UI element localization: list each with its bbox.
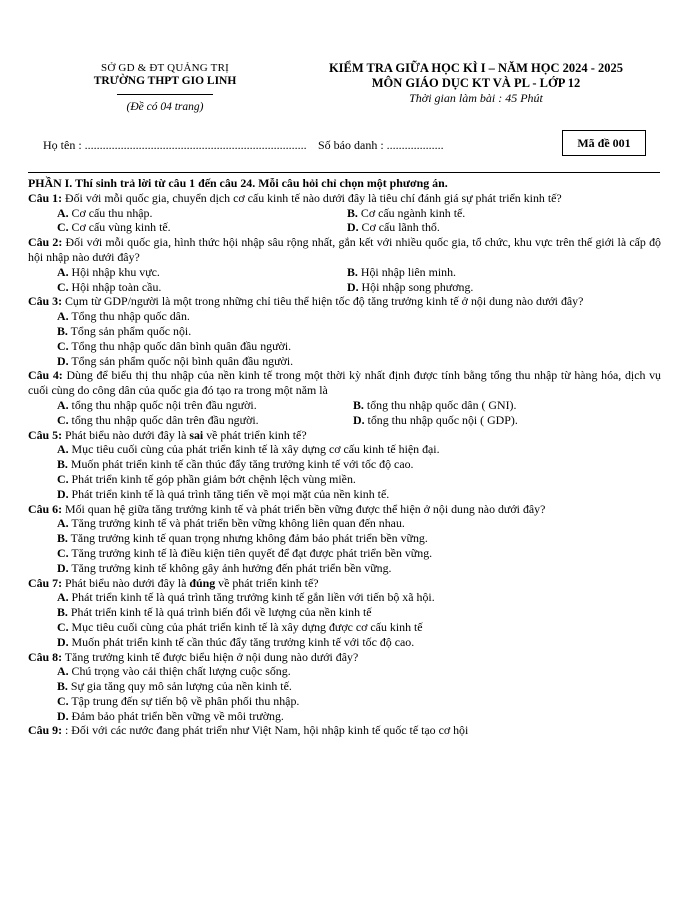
option-c: C. Tăng trưởng kinh tế là điều kiện tiên quyết để đạt được phát triển bền vững. <box>57 545 433 560</box>
exam-title: KIỂM TRA GIỮA HỌC KÌ I – NĂM HỌC 2024 - 2025 <box>328 61 624 75</box>
exam-time: Thời gian làm bài : 45 Phút <box>409 91 543 105</box>
subject-title: MÔN GIÁO DỤC KT VÀ PL - LỚP 12 <box>371 76 581 90</box>
question-4 <box>28 368 661 427</box>
option-a: A. Hội nhập khu vực. <box>57 264 160 279</box>
question-text: Đối với mỗi quốc gia, chuyển dịch cơ cấu kinh tế nào dưới đây là tiêu chí đánh giá sự phát triển kinh tế? <box>62 190 562 205</box>
option-b: B. Sự gia tăng quy mô sản lượng của nền kinh tế. <box>57 679 292 694</box>
option-c: C. Hội nhập toàn cầu. <box>57 279 162 294</box>
question-8 <box>28 650 661 724</box>
option-a: A. Cơ cấu thu nhập. <box>57 205 153 220</box>
option-b: B. Tổng sản phẩm quốc nội. <box>57 323 192 338</box>
header-left <box>60 62 270 113</box>
option-a: A. Chú trọng vào cải thiện chất lượng cuộc sống. <box>57 664 291 679</box>
option-c: C. Cơ cấu vùng kinh tế. <box>57 220 171 235</box>
option-b: B. Tăng trưởng kinh tế quan trọng nhưng không đảm bảo phát triển bền vững. <box>57 531 428 546</box>
option-d: D. Cơ cấu lãnh thổ. <box>347 220 440 235</box>
header-right <box>296 61 656 106</box>
question-number: Câu 1: <box>28 190 63 205</box>
option-a: A. Phát triển kinh tế là quá trình tăng trưởng kinh tế gắn liền với tiến bộ xã hội. <box>57 590 435 605</box>
question-text: Mối quan hệ giữa tăng trưởng kinh tế và phát triển bền vững được thể hiện ở nội dung nào dưới đây? <box>62 501 546 516</box>
option-b: B. Hội nhập liên minh. <box>347 264 457 279</box>
question-7: Câu 7: Phát biểu nào dưới đây là đúng về phát triển kinh tế? A. Phát triển kinh tế là quá trình tăng trưởng kinh tế gắn liền với tiến bộ xã hội. B. Phát triển kinh tế là quá trình biến đổi về lượng của nền kinh tế C. Mục tiêu cuối cùng của phát triển kinh tế là xây dựng được cơ cấu kinh tế D. Muốn phát triển kinh tế cần thúc đẩy tăng trưởng kinh tế với tốc độ cao. <box>28 576 661 650</box>
option-d: D. Hội nhập song phương. <box>347 279 474 294</box>
option-c: C. Phát triển kinh tế góp phần giảm bớt chệnh lệch vùng miền. <box>57 471 356 486</box>
question-1 <box>28 191 661 235</box>
question-text: Dùng để biểu thị thu nhập của nền kinh tế trong một thời kỳ nhất định được tính bằng tổng thu nhập từ hàng hóa, dịch vụ cuối cùng do công dân của quốc gia đó tạo ra trong một năm là <box>28 368 661 398</box>
option-b: B. Muốn phát triển kinh tế cần thúc đẩy tăng trưởng kinh tế với tốc độ cao. <box>57 457 414 472</box>
option-d: D. tổng thu nhập quốc nội ( GDP). <box>353 412 518 427</box>
option-a: A. Tăng trưởng kinh tế và phát triển bền vững không liên quan đến nhau. <box>57 516 405 531</box>
option-a: A. Mục tiêu cuối cùng của phát triển kinh tế là xây dựng cơ cấu kinh tế hiện đại. <box>57 442 440 457</box>
option-a: A. tổng thu nhập quốc nội trên đầu người. <box>57 397 257 412</box>
student-name-field: Họ tên : .......................................................................... <box>43 138 307 152</box>
student-id-field: Số báo danh : ................... <box>318 138 444 152</box>
question-5: Câu 5: Phát biểu nào dưới đây là sai về phát triển kinh tế? A. Mục tiêu cuối cùng của phát triển kinh tế là xây dựng cơ cấu kinh tế hiện đại. B. Muốn phát triển kinh tế cần thúc đẩy tăng trưởng kinh tế với tốc độ cao. C. Phát triển kinh tế góp phần giảm bớt chệnh lệch vùng miền. D. Phát triển kinh tế là quá trình tăng tiến về mọi mặt của nền kinh tế. <box>28 428 661 502</box>
question-number: Câu 4: <box>28 368 63 383</box>
option-b: B. tổng thu nhập quốc dân ( GNI). <box>353 397 517 412</box>
option-b: B. Cơ cấu ngành kinh tế. <box>347 205 466 220</box>
option-a: A. Tổng thu nhập quốc dân. <box>57 309 190 324</box>
option-d: D. Phát triển kinh tế là quá trình tăng tiến về mọi mặt của nền kinh tế. <box>57 486 390 501</box>
department-name: SỞ GD & ĐT QUẢNG TRỊ <box>101 62 229 74</box>
header-divider <box>117 94 213 95</box>
question-text: : Đối với các nước đang phát triển như Việt Nam, hội nhập kinh tế quốc tế tạo cơ hội <box>62 723 469 738</box>
question-number: Câu 5: <box>28 427 63 442</box>
option-c: C. Mục tiêu cuối cùng của phát triển kinh tế là xây dựng được cơ cấu kinh tế <box>57 619 423 634</box>
question-2 <box>28 235 661 294</box>
exam-code-box: Mã đề 001 <box>562 130 646 156</box>
question-text: Cụm từ GDP/người là một trong những chỉ tiêu thể hiện tốc độ tăng trưởng kinh tế ở nội dung nào dưới đây? <box>62 294 584 309</box>
option-b: B. Phát triển kinh tế là quá trình biến đổi về lượng của nền kinh tế <box>57 605 372 620</box>
option-c: C. Tập trung đến sự tiến bộ về phân phối thu nhập. <box>57 693 300 708</box>
question-6 <box>28 502 661 576</box>
option-c: C. Tổng thu nhập quốc dân bình quân đầu người. <box>57 338 292 353</box>
question-9 <box>28 723 661 738</box>
question-text: Đối với mỗi quốc gia, hình thức hội nhập sâu rộng nhất, gắn kết với nhiều quốc gia, tổ chức, khu vực trên thế giới là cấp độ hội nhập nào dưới đây? <box>28 235 662 264</box>
option-d: D. Tổng sản phẩm quốc nội bình quân đầu người. <box>57 353 294 368</box>
option-d: D. Đảm bảo phát triển bền vững về môi trường. <box>57 708 284 723</box>
option-d: D. Tăng trưởng kinh tế không gây ảnh hưởng đến phát triển bền vững. <box>57 560 392 575</box>
question-number: Câu 2: <box>28 235 63 250</box>
question-3 <box>28 294 661 368</box>
school-name: TRƯỜNG THPT GIO LINH <box>93 75 237 87</box>
question-number: Câu 6: <box>28 501 63 516</box>
question-number: Câu 7: <box>28 575 63 590</box>
question-text: Tăng trưởng kinh tế được biểu hiện ở nội dung nào dưới đây? <box>62 649 359 664</box>
question-number: Câu 3: <box>28 294 63 309</box>
question-number: Câu 9: <box>28 723 63 738</box>
option-c: C. tổng thu nhập quốc dân trên đầu người. <box>57 412 259 427</box>
header-separator <box>28 172 660 173</box>
exam-content <box>28 176 661 738</box>
question-number: Câu 8: <box>28 649 63 664</box>
option-d: D. Muốn phát triển kinh tế cần thúc đẩy tăng trưởng kinh tế với tốc độ cao. <box>57 634 415 649</box>
part-one-heading: PHẦN I. Thí sinh trả lời từ câu 1 đến câu 24. Mỗi câu hỏi chỉ chọn một phương án. <box>28 176 448 190</box>
page-count-note: (Đề có 04 trang) <box>126 101 204 113</box>
